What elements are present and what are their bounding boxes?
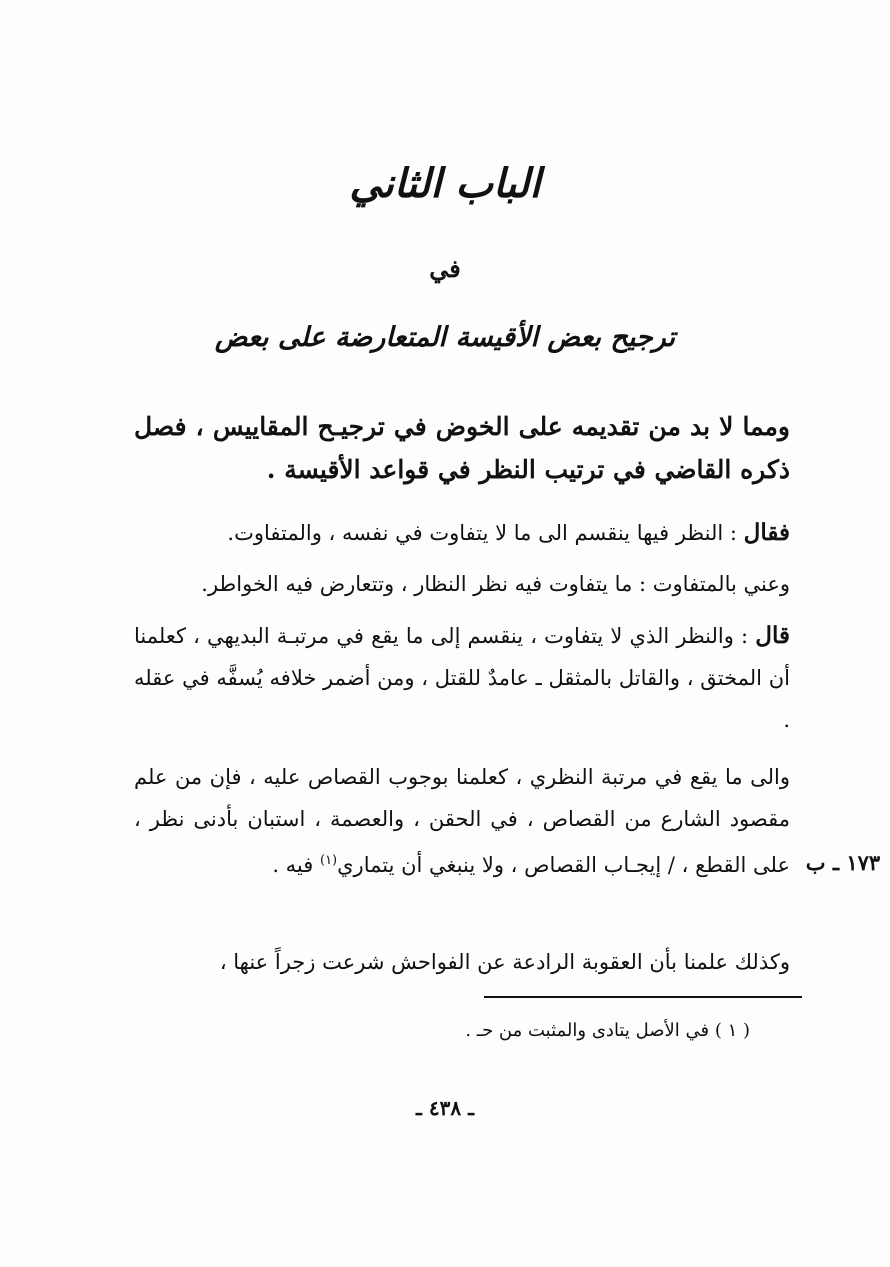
paragraph-mutafawit [134,563,790,605]
intro-paragraph: ومما لا بد من تقديمه على الخوض في ترجيـح المقاييس ، فصل ذكره القاضي في ترتيب النظر في قواعد الأقيسة . [134,412,790,484]
paragraph-text: والى ما يقع في مرتبة النظري ، كعلمنا بوجوب القصاص عليه ، فإن من علم مقصود الشارع من القصاص ، في الحقن ، والعصمة ، استبان بأدنى نظر ، على القطع ، / إيجـاب القصاص ، ولا ينبغي أن يتماري [134,765,790,877]
paragraph-text: : والنظر الذي لا يتفاوت ، ينقسم إلى ما يقع في مرتبـة البديهي ، كعلمنا أن المختق ، والقاتل بالمثقل ـ عامدٌ للقتل ، ومن أضمر خلافه يُسفَّه في عقله . [134,624,790,732]
paragraph-lead-word: فقال [743,519,790,546]
chapter-subtitle: ترجيح بعض الأقيسة المتعارضة على بعض [214,322,676,353]
paragraph-qala-1 [134,512,790,554]
page-number: ـ ٤٣٨ ـ [416,1096,474,1120]
paragraph-text: : النظر فيها ينقسم الى ما لا يتفاوت في نفسه ، والمتفاوت. [227,521,744,545]
paragraph-nazari [134,756,790,886]
footnote-text: ( ١ ) في الأصل يتادى والمثبت من حـ . [465,1020,750,1041]
chapter-preposition: في [429,254,461,283]
paragraph-lead-word: قال [755,622,790,649]
footnote-reference: (١) [319,853,338,868]
paragraph-kadhalika [134,941,790,983]
manuscript-folio-note: ١٧٣ ـ ب [805,850,881,875]
paragraph-qala-2 [134,615,790,741]
paragraph-text: وعني بالمتفاوت : ما يتفاوت فيه نظر النظار ، وتتعارض فيه الخواطر. [201,572,790,596]
paragraph-text-end: فيه . [272,853,320,877]
paragraph-text: وكذلك علمنا بأن العقوبة الرادعة عن الفواحش شرعت زجراً عنها ، [219,950,790,974]
chapter-title: الباب الثاني [349,160,541,207]
footnote-divider [484,996,802,998]
